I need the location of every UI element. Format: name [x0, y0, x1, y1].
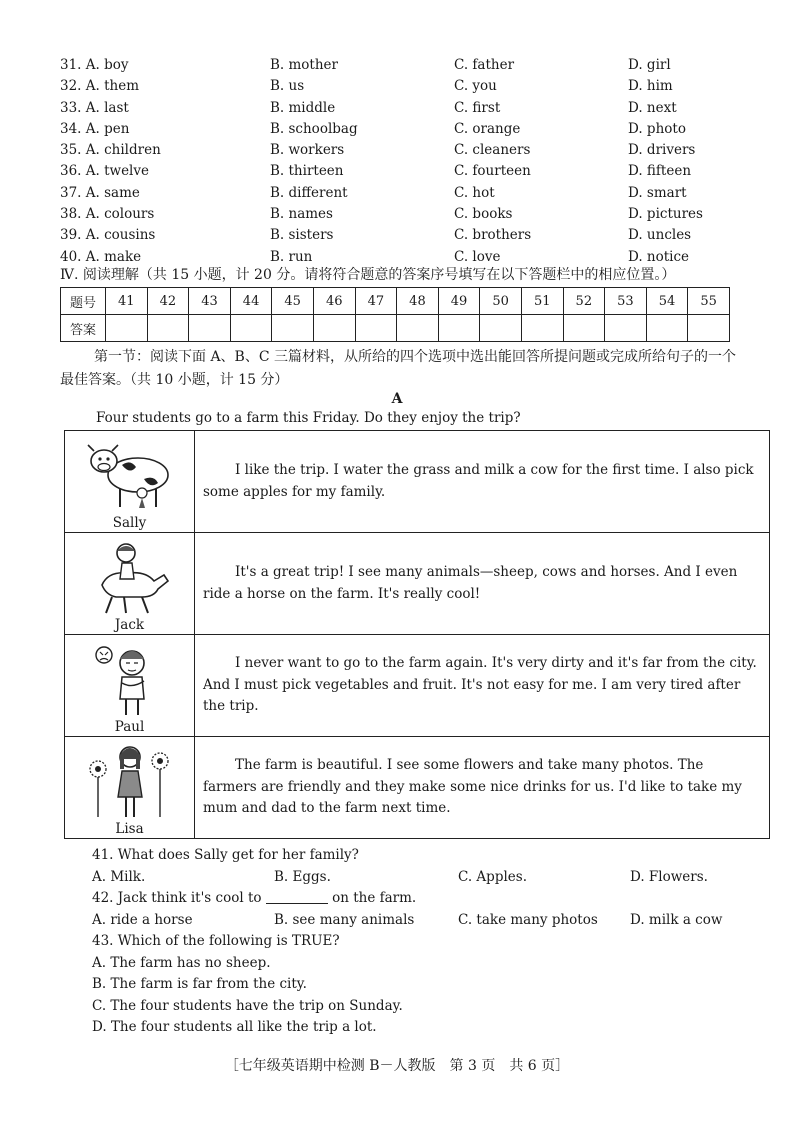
option-d: D. milk a cow — [630, 911, 723, 928]
question-option-row — [92, 996, 772, 1018]
option-c: C. fourteen — [454, 163, 531, 180]
question-stem-row — [92, 931, 772, 953]
passage-table — [64, 430, 770, 839]
answer-blank — [266, 889, 328, 904]
option-b: B. schoolbag — [270, 120, 358, 137]
girl-with-flowers-illustration-icon — [82, 743, 178, 821]
passage-intro: Four students go to a farm this Friday. Do they enjoy the trip? — [96, 410, 521, 426]
answer-row-label: 题号 — [61, 288, 106, 315]
student-row — [65, 737, 770, 839]
student-comment: I never want to go to the farm again. It's very dirty and it's far from the city. And I must pick vegetables and fruit. It's not easy for me. I am very tired after the trip. — [195, 635, 770, 737]
page-footer: ［七年级英语期中检测 B－人教版 第 3 页 共 6 页］ — [224, 1058, 570, 1074]
option-d: D. photo — [628, 120, 686, 137]
option-c: C. cleaners — [454, 142, 531, 159]
option-a: 39. A. cousins — [60, 227, 156, 244]
question-number: 43 — [189, 288, 231, 315]
question-number: 47 — [355, 288, 397, 315]
option-row — [60, 225, 760, 246]
question-43-stem: 43. Which of the following is TRUE? — [92, 933, 340, 949]
question-number: 46 — [313, 288, 355, 315]
question-number: 48 — [397, 288, 439, 315]
question-number: 45 — [272, 288, 314, 315]
answer-cell[interactable] — [688, 315, 730, 342]
option-d: D. notice — [628, 248, 690, 265]
answer-number-row — [61, 288, 730, 315]
student-comment: I like the trip. I water the grass and milk a cow for the first time. I also pick some apples for my family. — [195, 431, 770, 533]
student-name: Jack — [114, 616, 145, 633]
option-row — [60, 98, 760, 119]
option-c: C. books — [454, 206, 513, 223]
option-a: 31. A. boy — [60, 57, 129, 73]
option-d: D. drivers — [628, 142, 696, 159]
question-option-row — [92, 974, 772, 996]
option-b: B. us — [270, 78, 305, 95]
cow-illustration-icon — [82, 437, 178, 515]
answer-cell[interactable] — [106, 315, 148, 342]
option-row — [60, 161, 760, 182]
answer-cell[interactable] — [480, 315, 522, 342]
option-row — [60, 140, 760, 161]
option-a: 34. A. pen — [60, 120, 130, 137]
question-number: 50 — [480, 288, 522, 315]
answer-table — [60, 287, 730, 342]
option-b: B. see many animals — [274, 911, 415, 928]
option-b: B. different — [270, 184, 348, 201]
option-b: B. names — [270, 206, 333, 223]
question-number: 41 — [106, 288, 148, 315]
option-d: D. fifteen — [628, 163, 692, 180]
question-number: 49 — [438, 288, 480, 315]
option-c: C. orange — [454, 120, 521, 137]
option-c: C. Apples. — [458, 868, 527, 885]
answer-cell[interactable] — [313, 315, 355, 342]
option-b: B. The farm is far from the city. — [92, 976, 307, 992]
question-options-row — [92, 910, 772, 932]
horse-rider-illustration-icon — [82, 539, 178, 617]
question-options-row — [92, 867, 772, 889]
answer-cell[interactable] — [355, 315, 397, 342]
option-b: B. run — [270, 248, 313, 265]
option-c: C. father — [454, 57, 515, 73]
question-number: 42 — [147, 288, 189, 315]
option-d: D. smart — [628, 184, 687, 201]
option-c: C. first — [454, 99, 501, 116]
answer-cell[interactable] — [563, 315, 605, 342]
option-c: C. The four students have the trip on Sunday. — [92, 997, 403, 1014]
student-picture-cell — [65, 533, 195, 635]
student-name: Lisa — [115, 820, 144, 837]
question-41-stem: 41. What does Sally get for her family? — [92, 847, 359, 863]
answer-cell[interactable] — [521, 315, 563, 342]
question-number: 52 — [563, 288, 605, 315]
question-option-row — [92, 1017, 772, 1039]
student-row — [65, 431, 770, 533]
option-b: B. sisters — [270, 227, 334, 244]
question-42-stem-after: on the farm. — [332, 890, 417, 906]
student-comment: The farm is beautiful. I see some flowers and take many photos. The farmers are friendly and they make some nice drinks for us. I'd like to take my mum and dad to the farm next time. — [195, 737, 770, 839]
answer-cell[interactable] — [230, 315, 272, 342]
option-c: C. brothers — [454, 227, 532, 244]
answer-cell[interactable] — [147, 315, 189, 342]
answer-fill-row — [61, 315, 730, 342]
option-c: C. take many photos — [458, 911, 598, 928]
question-number: 53 — [605, 288, 647, 315]
option-row — [60, 76, 760, 97]
answer-cell[interactable] — [272, 315, 314, 342]
option-a: 38. A. colours — [60, 206, 155, 223]
answer-cell[interactable] — [646, 315, 688, 342]
option-row — [60, 55, 760, 76]
option-c: C. hot — [454, 184, 495, 201]
option-b: B. mother — [270, 57, 338, 73]
option-b: B. thirteen — [270, 163, 344, 180]
question-42-stem — [92, 888, 416, 910]
option-a: 40. A. make — [60, 248, 142, 265]
student-name: Sally — [112, 514, 147, 531]
option-c: C. love — [454, 248, 501, 265]
cloze-options — [60, 55, 760, 268]
question-number: 51 — [521, 288, 563, 315]
question-option-row — [92, 953, 772, 975]
option-d: D. Flowers. — [630, 868, 708, 885]
option-a: 35. A. children — [60, 142, 161, 159]
option-a: 37. A. same — [60, 184, 140, 201]
student-row — [65, 635, 770, 737]
option-d: D. uncles — [628, 227, 692, 244]
question-number: 55 — [688, 288, 730, 315]
option-d: D. pictures — [628, 206, 703, 223]
option-a: 32. A. them — [60, 78, 140, 95]
tired-boy-illustration-icon — [82, 641, 178, 719]
question-stem-row — [92, 845, 772, 867]
question-number: 54 — [646, 288, 688, 315]
question-stem-row — [92, 888, 772, 910]
option-a: A. The farm has no sheep. — [92, 954, 271, 971]
student-name: Paul — [114, 718, 145, 735]
option-d: D. him — [628, 78, 673, 95]
option-c: C. you — [454, 78, 497, 95]
answer-cell[interactable] — [438, 315, 480, 342]
option-row — [60, 183, 760, 204]
option-b: B. workers — [270, 142, 345, 159]
question-42-stem-before: 42. Jack think it's cool to — [92, 890, 262, 906]
questions-block — [92, 845, 772, 1039]
student-row — [65, 533, 770, 635]
answer-cell[interactable] — [397, 315, 439, 342]
answer-cell[interactable] — [605, 315, 647, 342]
answer-cell[interactable] — [189, 315, 231, 342]
question-number: 44 — [230, 288, 272, 315]
part1-instructions: 第一节：阅读下面 A、B、C 三篇材料，从所给的四个选项中选出能回答所提问题或完成所给句子的一个最佳答案。（共 10 小题，计 15 分） — [60, 349, 737, 388]
option-b: B. middle — [270, 99, 336, 116]
option-row — [60, 204, 760, 225]
student-picture-cell — [65, 431, 195, 533]
option-b: B. Eggs. — [274, 868, 331, 885]
option-a: 33. A. last — [60, 99, 129, 116]
option-d: D. next — [628, 99, 677, 116]
student-picture-cell — [65, 635, 195, 737]
student-comment: It's a great trip! I see many animals—sheep, cows and horses. And I even ride a horse on the farm. It's really cool! — [195, 533, 770, 635]
option-d: D. girl — [628, 57, 671, 73]
option-row — [60, 119, 760, 140]
passage-letter: A — [391, 391, 403, 407]
section-title: Ⅳ. 阅读理解（共 15 小题，计 20 分。请将符合题意的答案序号填写在以下答题栏中的相应位置。） — [60, 267, 676, 283]
option-a: A. ride a horse — [92, 911, 193, 928]
student-picture-cell — [65, 737, 195, 839]
option-a: 36. A. twelve — [60, 163, 149, 180]
answer-row-label: 答案 — [61, 315, 106, 342]
option-d: D. The four students all like the trip a lot. — [92, 1019, 377, 1035]
option-a: A. Milk. — [92, 868, 146, 885]
